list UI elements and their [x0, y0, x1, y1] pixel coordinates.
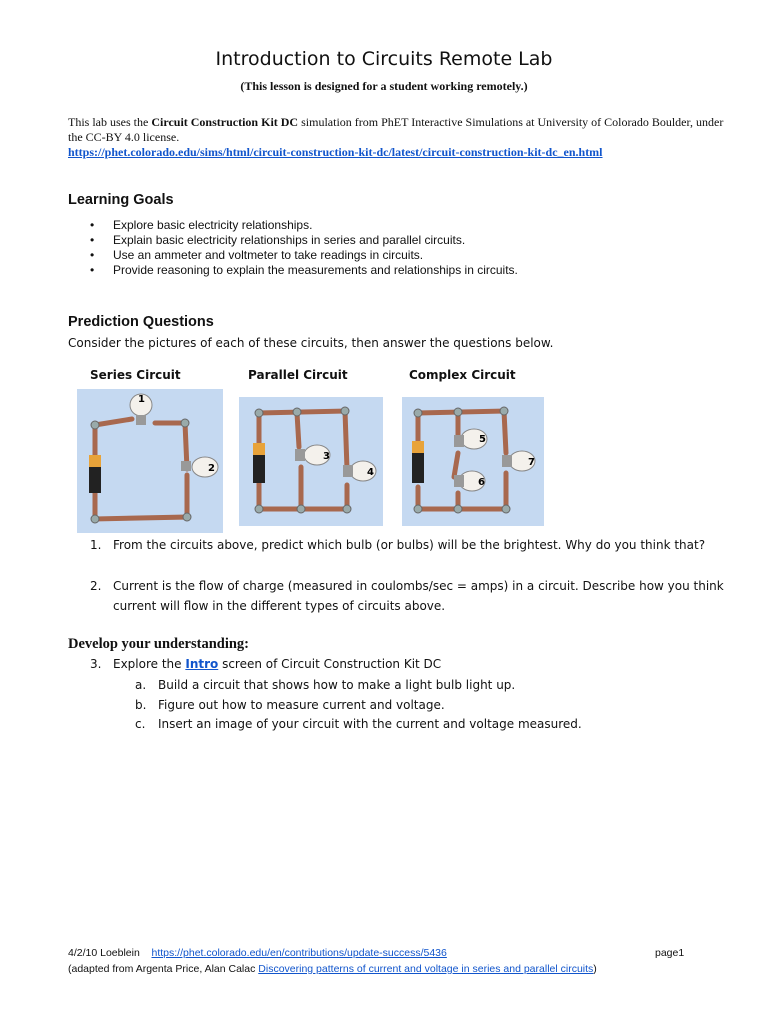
- intro-paragraph: [68, 115, 728, 160]
- question-number: 2.: [90, 579, 102, 593]
- subitem-text: Insert an image of your circuit with the current and voltage measured.: [158, 717, 582, 731]
- bulb-label-3: 3: [323, 451, 330, 462]
- bulb-label-2: 2: [208, 463, 215, 474]
- question-text: Current is the flow of charge (measured in coulombs/sec = amps) in a circuit. Describe how you think current will flow in the different types of circuits above.: [113, 579, 724, 613]
- footer-adapted-link[interactable]: Discovering patterns of current and voltage in series and parallel circuits: [258, 963, 594, 975]
- series-circuit-caption: Series Circuit: [90, 368, 181, 382]
- bulb-label-7: 7: [528, 457, 535, 468]
- goal-item: • Explore basic electricity relationships.: [68, 218, 728, 233]
- question-text-before: Explore the: [113, 657, 186, 671]
- subitem-b: [68, 696, 733, 716]
- page-subtitle: (This lesson is designed for a student working remotely.): [240, 79, 528, 93]
- page-title: Introduction to Circuits Remote Lab: [215, 48, 553, 70]
- footer-adapted-before: (adapted from Argenta Price, Alan Calac: [68, 963, 259, 975]
- series-circuit-image: [77, 389, 223, 533]
- subitem-text: Build a circuit that shows how to make a light bulb light up.: [158, 678, 516, 692]
- question-text: From the circuits above, predict which bulb (or bulbs) will be the brightest. Why do you think that?: [113, 538, 706, 552]
- prediction-heading: Prediction Questions: [68, 314, 214, 330]
- question-3: [68, 655, 733, 673]
- parallel-circuit-caption: Parallel Circuit: [248, 368, 348, 382]
- complex-circuit-caption: Complex Circuit: [409, 368, 516, 382]
- simulation-link[interactable]: https://phet.colorado.edu/sims/html/circuit-construction-kit-dc/latest/circuit-construction-kit-dc_en.html: [68, 145, 603, 159]
- bulb-label-6: 6: [478, 477, 485, 488]
- intro-text-before: This lab uses the: [68, 115, 152, 129]
- footer-adapted-after: ): [593, 963, 597, 975]
- learning-goals-section: [68, 192, 174, 208]
- develop-subitems: [68, 676, 733, 735]
- intro-text-after: simulation from PhET Interactive Simulations at University of Colorado Boulder, under the CC-BY 4.0 license.: [68, 115, 724, 144]
- subitem-a: [68, 676, 733, 696]
- question-2: [68, 576, 733, 616]
- question-number: 3.: [90, 657, 102, 671]
- footer: [68, 945, 708, 977]
- parallel-circuit-image: [239, 397, 383, 526]
- question-text-after: screen of Circuit Construction Kit DC: [218, 657, 442, 671]
- subitem-text: Figure out how to measure current and voltage.: [158, 697, 445, 712]
- learning-goals-list: [68, 218, 728, 278]
- prediction-instructions: Consider the pictures of each of these circuits, then answer the questions below.: [68, 336, 554, 350]
- subitem-c: [68, 715, 733, 735]
- subitem-letter: a.: [135, 678, 147, 692]
- bulb-label-1: 1: [138, 394, 145, 405]
- bulb-label-5: 5: [479, 434, 486, 445]
- footer-date-author: 4/2/10 Loeblein: [68, 947, 140, 959]
- question-number: 1.: [90, 538, 102, 552]
- intro-sim-name: Circuit Construction Kit DC: [151, 115, 299, 129]
- subitem-letter: c.: [135, 717, 146, 731]
- develop-heading: Develop your understanding:: [68, 636, 250, 652]
- learning-goals-heading: Learning Goals: [68, 192, 174, 208]
- subitem-letter: b.: [135, 697, 147, 712]
- page-number: page1: [655, 947, 685, 959]
- intro-screen-link[interactable]: Intro: [185, 657, 219, 671]
- goal-item: • Provide reasoning to explain the measurements and relationships in circuits.: [68, 263, 728, 278]
- goal-item: • Use an ammeter and voltmeter to take readings in circuits.: [68, 248, 728, 263]
- question-1: [68, 536, 733, 554]
- complex-circuit-image: [402, 397, 544, 526]
- prediction-section: [68, 314, 214, 330]
- bulb-label-4: 4: [367, 467, 374, 478]
- goal-item: • Explain basic electricity relationships in series and parallel circuits.: [68, 233, 728, 248]
- footer-url-link[interactable]: https://phet.colorado.edu/en/contributions/update-success/5436: [151, 947, 447, 959]
